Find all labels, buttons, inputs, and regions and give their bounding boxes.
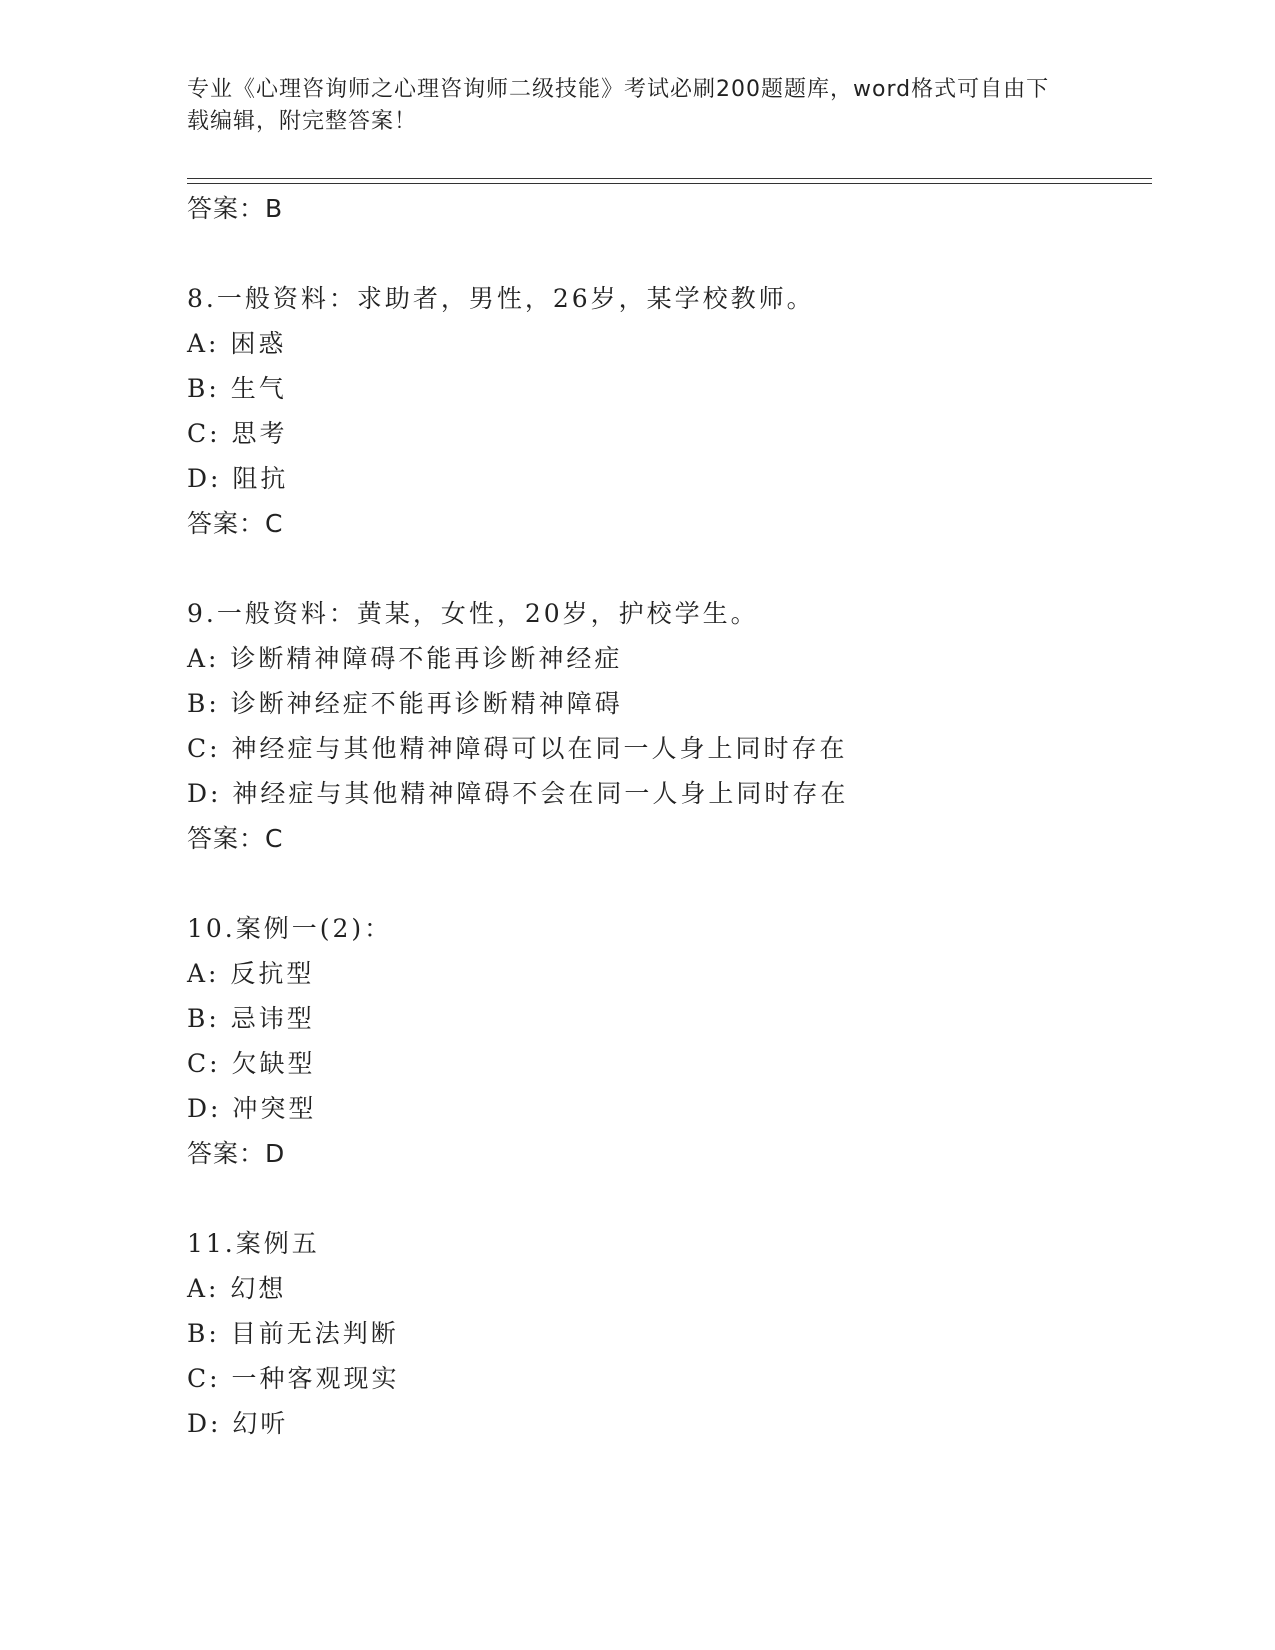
- answer-line: 答案：B: [187, 194, 284, 223]
- answer-option: A: 困惑: [187, 329, 287, 358]
- answer-option: A: 反抗型: [187, 959, 315, 988]
- answer-line: 答案：C: [187, 509, 284, 538]
- answer-option: B: 生气: [187, 374, 287, 403]
- document-header: 专业《心理咨询师之心理咨询师二级技能》考试必刷200题题库，word格式可自由下载编辑，附完整答案！: [187, 77, 1050, 134]
- answer-option: B: 诊断神经症不能再诊断精神障碍: [187, 689, 623, 718]
- spacer: [187, 861, 1152, 906]
- answer-option: A: 诊断精神障碍不能再诊断神经症: [187, 644, 623, 673]
- question-stem: 11.案例五: [187, 1229, 320, 1258]
- answer-option: B: 目前无法判断: [187, 1319, 399, 1348]
- answer-option: A: 幻想: [187, 1274, 287, 1303]
- answer-option: D: 阻抗: [187, 464, 289, 493]
- question-stem: 10.案例一(2)：: [187, 914, 393, 943]
- spacer: [187, 231, 1152, 276]
- answer-option: C: 神经症与其他精神障碍可以在同一人身上同时存在: [187, 734, 848, 763]
- answer-line: 答案：C: [187, 824, 284, 853]
- header-divider-bottom: [187, 183, 1152, 184]
- spacer: [187, 546, 1152, 591]
- question-list: [187, 186, 1152, 1446]
- answer-option: C: 一种客观现实: [187, 1364, 400, 1393]
- answer-option: D: 幻听: [187, 1409, 289, 1438]
- question-stem: 9.一般资料：黄某，女性，20岁，护校学生。: [187, 599, 759, 628]
- answer-option: D: 神经症与其他精神障碍不会在同一人身上同时存在: [187, 779, 849, 808]
- spacer: [187, 1176, 1152, 1221]
- answer-option: C: 思考: [187, 419, 288, 448]
- answer-option: D: 冲突型: [187, 1094, 317, 1123]
- question-stem: 8.一般资料：求助者，男性，26岁，某学校教师。: [187, 284, 815, 313]
- header-divider-top: [187, 178, 1152, 179]
- answer-line: 答案：D: [187, 1139, 286, 1168]
- answer-option: C: 欠缺型: [187, 1049, 316, 1078]
- answer-option: B: 忌讳型: [187, 1004, 315, 1033]
